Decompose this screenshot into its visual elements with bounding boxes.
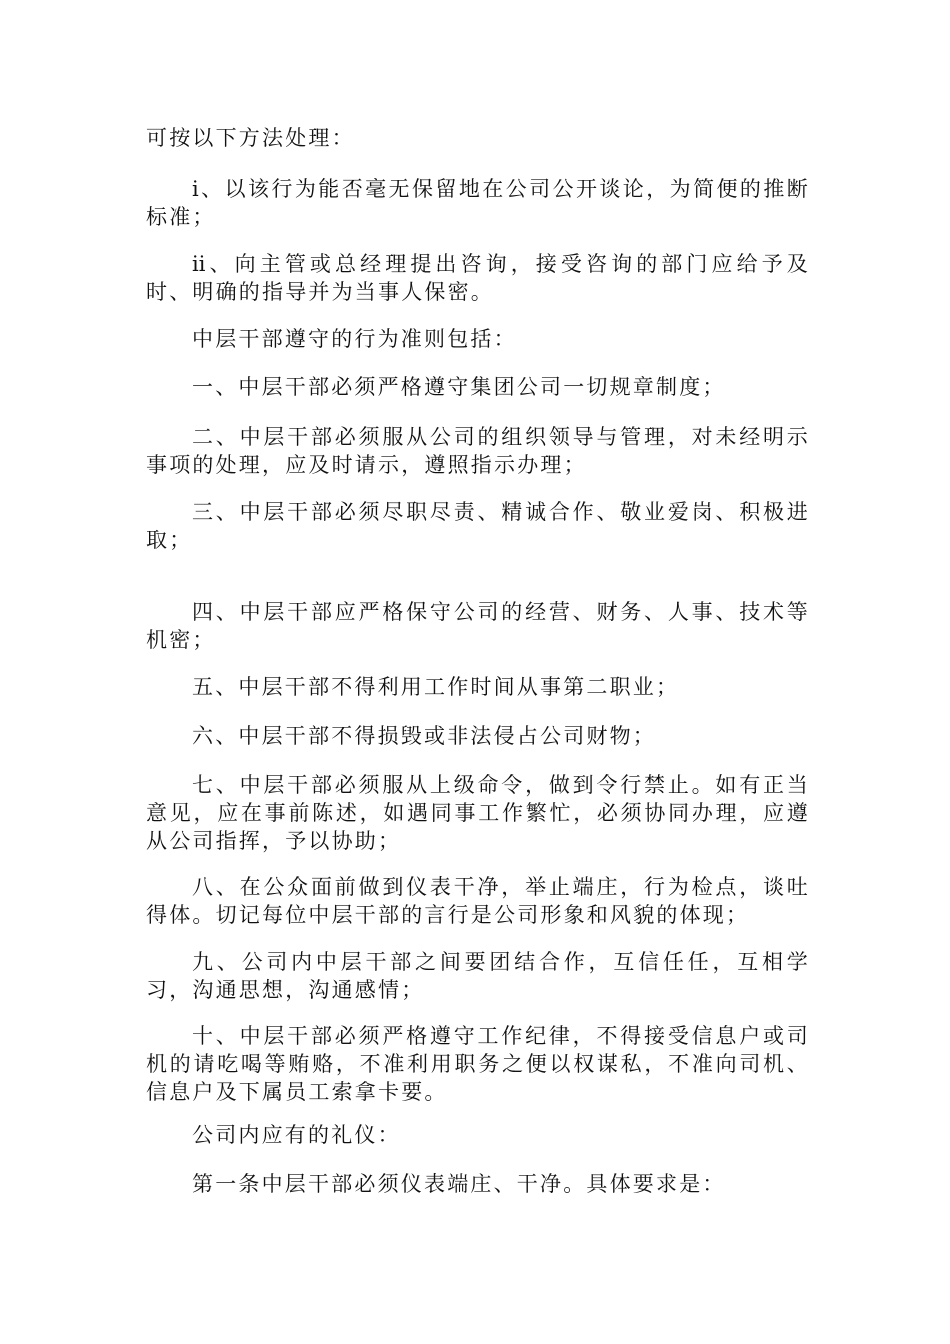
paragraph-method-ii: ⅱ、向主管或总经理提出咨询，接受咨询的部门应给予及时、明确的指导并为当事人保密。 — [146, 252, 810, 304]
paragraph-rule-8: 八、在公众面前做到仪表干净，举止端庄，行为检点，谈吐得体。切记每位中层干部的言行是公司形象和风貌的体现； — [146, 875, 810, 927]
paragraph-method-i: ⅰ、以该行为能否毫无保留地在公司公开谈论，为简便的推断标准； — [146, 177, 810, 229]
paragraph-intro: 可按以下方法处理： — [146, 126, 355, 150]
paragraph-rule-2: 二、中层干部必须服从公司的组织领导与管理，对未经明示事项的处理，应及时请示，遵照指示办理； — [146, 425, 810, 477]
paragraph-rule-5: 五、中层干部不得利用工作时间从事第二职业； — [192, 675, 680, 699]
paragraph-etiquette-heading: 公司内应有的礼仪： — [192, 1123, 401, 1147]
paragraph-rule-10: 十、中层干部必须严格遵守工作纪律，不得接受信息户或司机的请吃喝等贿赂，不准利用职务之便以权谋私，不准向司机、信息户及下属员工索拿卡要。 — [146, 1024, 810, 1104]
paragraph-rule-1: 一、中层干部必须严格遵守集团公司一切规章制度； — [192, 375, 726, 399]
paragraph-rule-3: 三、中层干部必须尽职尽责、精诚合作、敬业爱岗、积极进取； — [146, 500, 810, 552]
paragraph-rule-6: 六、中层干部不得损毁或非法侵占公司财物； — [192, 724, 656, 748]
paragraph-rules-heading: 中层干部遵守的行为准则包括： — [192, 327, 517, 351]
paragraph-article-1: 第一条中层干部必须仪表端庄、干净。具体要求是： — [192, 1172, 726, 1196]
paragraph-rule-9: 九、公司内中层干部之间要团结合作，互信任任，互相学习，沟通思想，沟通感情； — [146, 950, 810, 1002]
paragraph-rule-4: 四、中层干部应严格保守公司的经营、财务、人事、技术等机密； — [146, 600, 810, 652]
paragraph-rule-7: 七、中层干部必须服从上级命令，做到令行禁止。如有正当意见，应在事前陈述，如遇同事工作繁忙，必须协同办理，应遵从公司指挥，予以协助； — [146, 773, 810, 853]
